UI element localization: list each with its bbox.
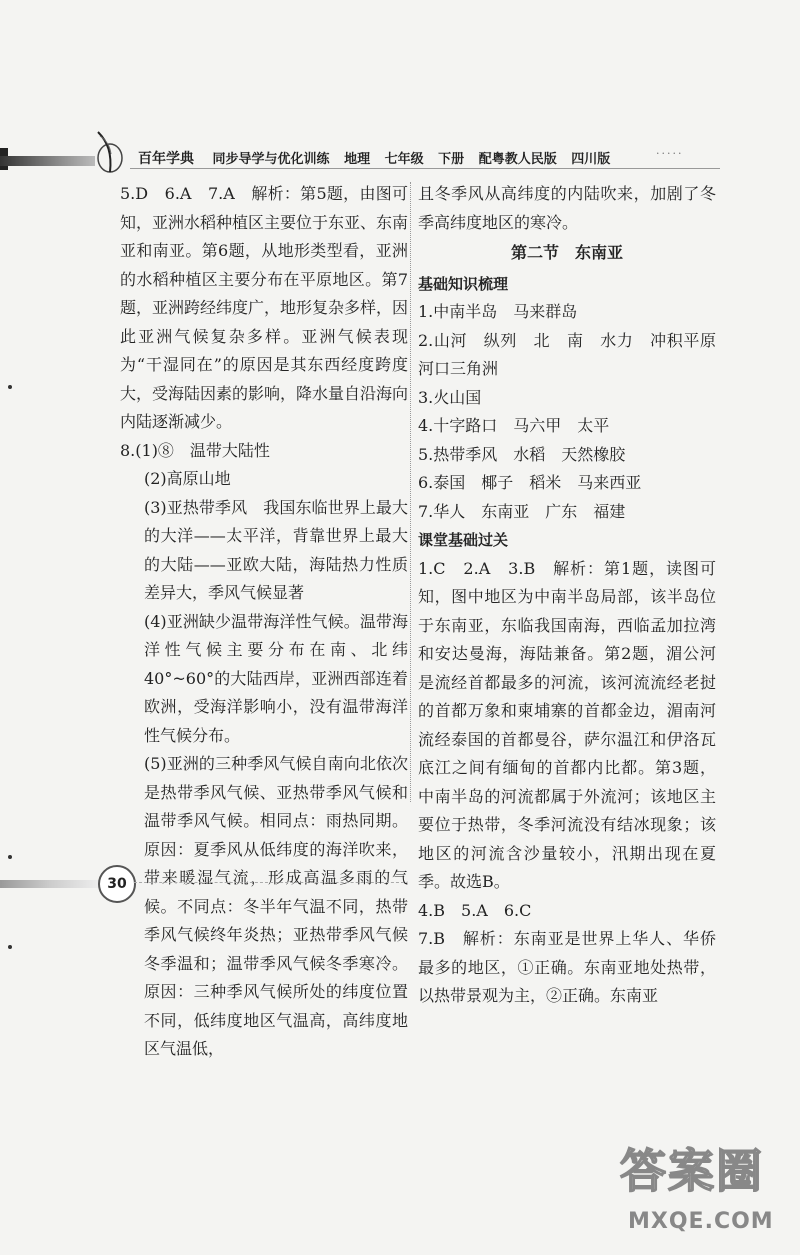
margin-dot (8, 855, 12, 859)
class-item: 7.B 解析：东南亚是世界上华人、华侨最多的地区，①正确。东南亚地处热带，以热带景观为主，②正确。东南亚 (418, 929, 716, 1005)
header-region: 四川版 (571, 152, 611, 167)
basic-item: 5.热带季风 水稻 天然橡胶 (418, 444, 626, 464)
class-item: 4.B 5.A 6.C (418, 900, 532, 920)
continuation-text: 且冬季风从高纬度的内陆吹来，加剧了冬季高纬度地区的寒冷。 (418, 184, 716, 232)
header-series: 同步导学与优化训练 (212, 152, 330, 167)
header-brand: 百年学典 (138, 151, 194, 167)
feather-icon (90, 128, 130, 176)
left-column (120, 180, 408, 1064)
header-dots: ····· (656, 147, 684, 160)
basic-knowledge-title: 基础知识梳理 (418, 274, 509, 293)
header-rule (130, 168, 720, 169)
margin-dot (8, 385, 12, 389)
header-bar (0, 156, 95, 166)
basic-item: 3.火山国 (418, 387, 482, 407)
header-subject: 地理 (344, 152, 371, 167)
class-practice-title: 课堂基础过关 (418, 531, 509, 549)
class-item: 1.C 2.A 3.B 解析：第1题，读图可知，图中地区为中南半岛局部，该半岛位于东南亚，东临我国南海，西临孟加拉湾和安达曼海，海陆兼备。第2题，湄公河是流经首都最多的河流，该河流流经老挝的首都万象和柬埔寨的首都金边，湄南河流经泰国的首都曼谷，萨尔温江和伊洛瓦底江之间有缅甸的首都内比都。第3题，中南半岛的河流都属于外流河；该地区主要位于热带，冬季河流没有结冰现象；该地区的河流含沙量较小，汛期出现在夏季。故选B。 (418, 558, 716, 891)
margin-dot (8, 945, 12, 949)
basic-item: 6.泰国 椰子 稻米 马来西亚 (418, 473, 642, 492)
answer-block: (3)亚热带季风 我国东临世界上最大的大洋——太平洋，背靠世界上最大的大陆——亚欧大陆，海陆热力性质差异大，季风气候显著 (144, 497, 408, 602)
watermark-top: 答案圈 (620, 1144, 764, 1198)
answer-block: (2)高原山地 (144, 469, 231, 488)
section-title: 第二节 东南亚 (510, 243, 623, 262)
answer-block: 8.(1)⑧ 温带大陆性 (120, 440, 270, 460)
footer-rule (134, 882, 404, 884)
basic-item: 2.山河 纵列 北 南 水力 冲积平原 河口三角洲 (418, 330, 733, 378)
header-grade: 七年级 (384, 152, 424, 167)
header-title (138, 148, 620, 168)
right-column (418, 180, 733, 1011)
header-edition: 配粤教人民版 (478, 152, 557, 167)
basic-item: 1.中南半岛 马来群岛 (418, 302, 578, 321)
answer-block: (4)亚洲缺少温带海洋性气候。温带海洋性气候主要分布在南、北纬40°~60°的大陆西岸，亚洲西部连着欧洲，受海洋影响小，没有温带海洋性气候分布。 (144, 611, 408, 745)
header-volume: 下册 (438, 152, 465, 167)
page-number: 30 (98, 865, 136, 903)
basic-item: 7.华人 东南亚 广东 福建 (418, 501, 626, 521)
column-divider (410, 182, 412, 802)
watermark-bottom: MXQE.COM (628, 1209, 774, 1234)
footer-bar (0, 880, 100, 888)
answer-block: (5)亚洲的三种季风气候自南向北依次是热带季风气候、亚热带季风气候和温带季风气候。相同点：雨热同期。原因：夏季风从低纬度的海洋吹来，带来暖湿气流，形成高温多雨的气候。不同点：冬半年气温不同，热带季风气候终年炎热；亚热带季风气候冬季温和；温带季风气候冬季寒冷。原因：三种季风气候所处的纬度位置不同，低纬度地区气温高，高纬度地区气温低， (144, 754, 408, 1058)
watermark-logo (620, 1135, 780, 1245)
basic-item: 4.十字路口 马六甲 太平 (418, 416, 610, 435)
page-header (0, 128, 800, 176)
answer-block: 5.D 6.A 7.A 解析：第5题，由图可知，亚洲水稻种植区主要位于东亚、东南亚和南亚。第6题，从地形类型看，亚洲的水稻种植区主要分布在平原地区。第7题，亚洲跨经纬度广，地形复杂多样，因此亚洲气候复杂多样。亚洲气候表现为“干湿同在”的原因是其东西经度跨度大，受海陆因素的影响，降水量自沿海向内陆逐渐减少。 (120, 184, 409, 431)
